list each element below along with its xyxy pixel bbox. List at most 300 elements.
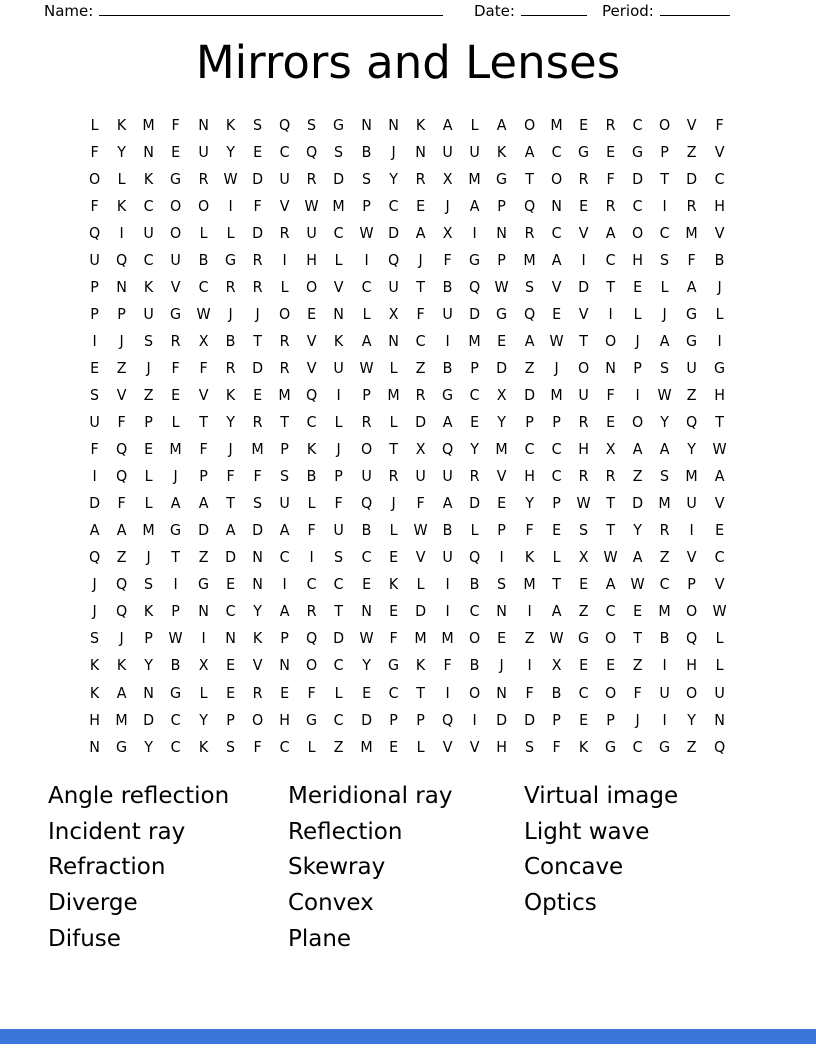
grid-cell: F <box>307 683 316 702</box>
grid-cell: P <box>90 277 99 296</box>
grid-cell: R <box>524 223 535 242</box>
grid-cell: T <box>253 331 262 350</box>
grid-cell: B <box>361 142 372 161</box>
grid-cell: F <box>199 440 208 459</box>
grid-cell: A <box>497 115 507 134</box>
grid-cell: J <box>173 467 179 486</box>
grid-cell: D <box>333 629 345 648</box>
grid-cell: C <box>333 575 344 594</box>
grid-cell: J <box>92 602 97 621</box>
grid-cell: P <box>280 440 289 459</box>
grid-cell: C <box>361 548 372 567</box>
grid-cell: P <box>524 413 534 432</box>
grid-cell: L <box>144 467 153 486</box>
grid-cell: W <box>413 521 428 540</box>
grid-cell: I <box>608 304 613 323</box>
grid-cell: M <box>359 737 373 756</box>
letter-grid <box>81 111 733 760</box>
grid-cell: E <box>388 548 398 567</box>
grid-cell: Q <box>686 629 698 648</box>
grid-cell: H <box>686 656 698 675</box>
grid-cell: Q <box>441 440 454 459</box>
grid-cell: D <box>387 223 399 242</box>
grid-cell: E <box>578 710 588 729</box>
grid-cell: Y <box>470 440 480 459</box>
grid-cell: N <box>605 358 616 377</box>
grid-cell: Z <box>198 548 209 567</box>
grid-cell: V <box>714 575 725 594</box>
grid-cell: Q <box>387 250 399 269</box>
grid-cell: F <box>171 115 181 134</box>
grid-cell: F <box>443 250 452 269</box>
grid-cell: X <box>198 656 209 675</box>
grid-cell: G <box>387 656 399 675</box>
grid-cell: I <box>92 467 97 486</box>
grid-cell: L <box>172 413 181 432</box>
grid-cell: D <box>197 521 209 540</box>
grid-cell: J <box>445 196 450 215</box>
grid-cell: C <box>659 575 670 594</box>
grid-cell: A <box>116 683 127 702</box>
grid-cell: A <box>225 521 236 540</box>
grid-cell: T <box>416 683 425 702</box>
grid-cell: P <box>90 304 99 323</box>
grid-cell: J <box>228 440 233 459</box>
grid-cell: D <box>252 358 264 377</box>
grid-cell: K <box>524 548 534 567</box>
grid-cell: K <box>198 737 208 756</box>
grid-cell: I <box>92 331 97 350</box>
word-list <box>0 779 816 959</box>
grid-cell: Z <box>687 142 697 161</box>
grid-cell: D <box>252 169 264 188</box>
grid-cell: V <box>306 358 317 377</box>
grid-cell: T <box>633 629 643 648</box>
grid-cell: P <box>171 602 181 621</box>
grid-cell: R <box>279 358 290 377</box>
grid-cell: U <box>442 467 453 486</box>
grid-cell: C <box>632 737 643 756</box>
grid-cell: E <box>253 142 263 161</box>
grid-cell: O <box>604 683 617 702</box>
grid-cell: E <box>253 385 263 404</box>
grid-cell: G <box>577 142 589 161</box>
grid-cell: F <box>416 494 425 513</box>
grid-cell: X <box>442 169 453 188</box>
grid-cell: C <box>333 223 344 242</box>
grid-cell: H <box>523 467 535 486</box>
grid-cell: Y <box>361 656 371 675</box>
grid-cell: T <box>660 169 670 188</box>
grid-cell: G <box>605 737 617 756</box>
grid-cell: G <box>306 710 318 729</box>
grid-cell: B <box>469 575 480 594</box>
grid-cell: Z <box>687 385 697 404</box>
grid-cell: I <box>228 196 233 215</box>
grid-cell: T <box>551 575 561 594</box>
grid-cell: E <box>633 277 643 296</box>
date-label: Date: <box>474 2 515 20</box>
grid-cell: I <box>364 250 369 269</box>
grid-cell: F <box>416 304 425 323</box>
grid-cell: N <box>360 602 372 621</box>
grid-cell: D <box>252 521 264 540</box>
grid-cell: O <box>170 196 182 215</box>
grid-cell: Y <box>524 494 534 513</box>
grid-cell: E <box>171 142 181 161</box>
grid-cell: C <box>361 277 372 296</box>
grid-cell: D <box>523 385 535 404</box>
grid-cell: A <box>442 115 453 134</box>
grid-cell: A <box>279 602 290 621</box>
grid-cell: F <box>443 656 452 675</box>
grid-cell: S <box>578 521 588 540</box>
grid-cell: Q <box>686 413 698 432</box>
grid-cell: I <box>662 710 667 729</box>
grid-cell: V <box>687 115 697 134</box>
grid-cell: Q <box>116 250 128 269</box>
grid-cell: J <box>554 358 559 377</box>
grid-cell: I <box>662 656 667 675</box>
grid-cell: E <box>388 737 398 756</box>
grid-cell: K <box>117 196 127 215</box>
grid-cell: E <box>144 440 154 459</box>
grid-cell: C <box>469 602 480 621</box>
grid-cell: K <box>144 169 154 188</box>
grid-cell: A <box>659 440 670 459</box>
grid-cell: V <box>714 223 725 242</box>
grid-cell: A <box>687 277 697 296</box>
grid-cell: Q <box>713 737 725 756</box>
grid-cell: N <box>387 331 399 350</box>
grid-cell: F <box>199 358 208 377</box>
grid-cell: X <box>415 440 426 459</box>
grid-cell: L <box>335 250 343 269</box>
grid-cell: I <box>662 196 667 215</box>
grid-cell: Z <box>415 358 426 377</box>
grid-cell: U <box>442 142 453 161</box>
grid-cell: W <box>630 575 645 594</box>
grid-cell: R <box>252 683 263 702</box>
word-list-item: Diverge <box>48 890 138 917</box>
grid-cell: E <box>497 331 507 350</box>
grid-cell: C <box>714 169 725 188</box>
grid-cell: I <box>282 250 287 269</box>
grid-cell: U <box>279 169 290 188</box>
header <box>0 1 816 23</box>
grid-cell: S <box>660 467 670 486</box>
grid-cell: M <box>522 575 536 594</box>
grid-cell: A <box>89 521 100 540</box>
grid-cell: J <box>418 250 423 269</box>
word-list-item: Optics <box>524 890 597 917</box>
grid-cell: D <box>469 494 481 513</box>
grid-cell: C <box>279 737 290 756</box>
grid-cell: I <box>499 548 505 567</box>
grid-cell: P <box>416 710 425 729</box>
grid-cell: K <box>89 683 100 702</box>
grid-cell: N <box>252 575 263 594</box>
grid-cell: W <box>603 548 618 567</box>
grid-cell: P <box>551 494 561 513</box>
grid-cell: L <box>144 494 153 513</box>
grid-cell: P <box>388 710 398 729</box>
grid-cell: S <box>660 358 670 377</box>
grid-cell: X <box>551 656 562 675</box>
grid-cell: L <box>660 277 669 296</box>
grid-cell: C <box>333 656 344 675</box>
grid-cell: E <box>578 656 588 675</box>
grid-cell: G <box>469 250 481 269</box>
grid-cell: C <box>605 602 616 621</box>
grid-cell: P <box>606 710 615 729</box>
grid-cell: F <box>253 196 262 215</box>
grid-cell: F <box>307 521 316 540</box>
grid-cell: N <box>89 737 100 756</box>
grid-cell: E <box>578 196 588 215</box>
grid-cell: V <box>171 277 181 296</box>
grid-cell: I <box>526 656 532 675</box>
grid-cell: E <box>606 413 616 432</box>
grid-cell: T <box>334 602 344 621</box>
grid-cell: A <box>524 142 534 161</box>
grid-cell: X <box>497 385 507 404</box>
grid-cell: Z <box>144 385 154 404</box>
grid-cell: U <box>143 223 155 242</box>
grid-cell: Z <box>578 602 589 621</box>
grid-cell: U <box>333 521 345 540</box>
grid-cell: E <box>497 629 507 648</box>
grid-cell: O <box>550 169 562 188</box>
grid-cell: Q <box>306 385 318 404</box>
grid-cell: C <box>551 467 562 486</box>
grid-cell: W <box>712 440 727 459</box>
grid-cell: E <box>714 521 724 540</box>
grid-cell: B <box>551 683 562 702</box>
period-field <box>602 1 730 20</box>
grid-cell: G <box>116 737 128 756</box>
grid-cell: J <box>146 548 151 567</box>
grid-cell: Z <box>524 358 534 377</box>
grid-cell: J <box>391 494 396 513</box>
grid-cell: B <box>171 656 181 675</box>
grid-cell: I <box>336 385 342 404</box>
grid-cell: O <box>469 629 481 648</box>
grid-cell: N <box>116 277 128 296</box>
grid-cell: B <box>442 358 453 377</box>
word-list-item: Light wave <box>524 818 650 845</box>
grid-cell: S <box>307 115 317 134</box>
grid-cell: C <box>415 331 426 350</box>
grid-cell: G <box>170 169 182 188</box>
grid-cell: W <box>549 331 564 350</box>
grid-cell: V <box>279 196 290 215</box>
grid-cell: S <box>660 250 670 269</box>
grid-cell: L <box>362 304 371 323</box>
grid-cell: Y <box>144 656 154 675</box>
grid-cell: N <box>143 142 155 161</box>
grid-cell: D <box>333 169 345 188</box>
grid-cell: K <box>334 331 344 350</box>
grid-cell: S <box>280 467 290 486</box>
grid-cell: F <box>253 467 262 486</box>
word-list-item: Plane <box>288 925 352 952</box>
grid-cell: C <box>279 548 290 567</box>
grid-cell: C <box>551 142 562 161</box>
grid-cell: P <box>226 710 235 729</box>
grid-cell: D <box>224 548 236 567</box>
grid-cell: S <box>225 737 235 756</box>
grid-cell: A <box>442 413 453 432</box>
grid-cell: O <box>306 656 318 675</box>
grid-cell: H <box>279 710 291 729</box>
grid-cell: D <box>89 494 101 513</box>
word-list-item: Convex <box>288 890 374 917</box>
grid-cell: Y <box>660 413 670 432</box>
grid-cell: C <box>551 223 562 242</box>
grid-cell: Q <box>116 602 128 621</box>
grid-cell: H <box>632 250 644 269</box>
grid-cell: E <box>225 683 235 702</box>
grid-cell: O <box>523 115 535 134</box>
grid-cell: R <box>361 413 372 432</box>
grid-cell: C <box>469 385 480 404</box>
grid-cell: C <box>171 710 182 729</box>
grid-cell: Z <box>687 737 697 756</box>
grid-cell: R <box>252 250 263 269</box>
grid-cell: C <box>388 196 399 215</box>
grid-cell: O <box>88 169 101 188</box>
grid-cell: N <box>279 656 291 675</box>
grid-cell: B <box>442 521 453 540</box>
grid-cell: A <box>605 223 616 242</box>
grid-cell: U <box>388 277 399 296</box>
grid-cell: A <box>171 494 181 513</box>
grid-cell: V <box>578 223 589 242</box>
grid-cell: J <box>635 331 640 350</box>
grid-cell: X <box>605 440 616 459</box>
grid-cell: G <box>197 575 209 594</box>
grid-cell: J <box>717 277 722 296</box>
grid-cell: K <box>388 575 398 594</box>
grid-cell: E <box>225 656 235 675</box>
grid-cell: F <box>90 142 99 161</box>
grid-cell: K <box>144 602 154 621</box>
grid-cell: F <box>715 115 724 134</box>
grid-cell: U <box>686 494 698 513</box>
grid-cell: C <box>333 710 344 729</box>
grid-cell: O <box>686 602 698 621</box>
grid-cell: U <box>143 304 155 323</box>
grid-cell: O <box>469 683 481 702</box>
grid-cell: L <box>715 304 724 323</box>
grid-cell: K <box>415 656 426 675</box>
grid-cell: Y <box>687 440 697 459</box>
word-list-item: Refraction <box>48 854 166 881</box>
grid-cell: Q <box>441 710 454 729</box>
grid-cell: G <box>496 304 508 323</box>
grid-cell: U <box>686 358 698 377</box>
grid-cell: T <box>606 494 615 513</box>
word-list-item: Virtual image <box>524 783 679 809</box>
grid-cell: Q <box>116 440 128 459</box>
grid-cell: J <box>228 304 233 323</box>
grid-cell: K <box>578 737 589 756</box>
grid-cell: E <box>633 602 643 621</box>
grid-cell: J <box>92 575 97 594</box>
grid-cell: O <box>170 223 182 242</box>
grid-cell: G <box>170 521 182 540</box>
grid-cell: A <box>632 440 643 459</box>
grid-cell: P <box>144 629 154 648</box>
grid-cell: K <box>252 629 263 648</box>
grid-cell: N <box>496 602 508 621</box>
grid-cell: C <box>143 250 154 269</box>
grid-cell: E <box>497 494 507 513</box>
grid-cell: J <box>119 629 124 648</box>
grid-cell: W <box>359 358 374 377</box>
grid-cell: O <box>659 115 671 134</box>
word-column-3 <box>524 779 678 922</box>
grid-cell: J <box>635 710 640 729</box>
grid-cell: Y <box>253 602 262 621</box>
grid-cell: S <box>144 575 154 594</box>
grid-cell: D <box>577 277 589 296</box>
grid-cell: O <box>360 440 372 459</box>
grid-cell: Z <box>659 548 670 567</box>
grid-cell: C <box>605 250 616 269</box>
grid-cell: C <box>524 440 535 459</box>
grid-cell: W <box>359 223 374 242</box>
grid-cell: L <box>307 494 316 513</box>
grid-cell: B <box>714 250 725 269</box>
date-field <box>474 1 587 20</box>
grid-cell: M <box>115 710 128 729</box>
grid-cell: R <box>578 467 589 486</box>
grid-cell: Q <box>306 629 318 648</box>
grid-cell: A <box>361 331 372 350</box>
grid-cell: Z <box>334 737 344 756</box>
word-list-item: Meridional ray <box>288 783 453 809</box>
grid-cell: Y <box>687 710 697 729</box>
grid-cell: F <box>171 358 181 377</box>
grid-cell: U <box>442 548 453 567</box>
grid-cell: C <box>659 223 670 242</box>
grid-cell: E <box>606 656 616 675</box>
grid-cell: F <box>687 250 697 269</box>
grid-cell: Z <box>632 656 643 675</box>
grid-cell: S <box>361 169 371 188</box>
grid-cell: F <box>90 196 99 215</box>
grid-cell: I <box>201 629 206 648</box>
grid-cell: T <box>416 277 425 296</box>
grid-cell: L <box>335 413 343 432</box>
grid-cell: C <box>198 277 209 296</box>
grid-cell: L <box>633 304 642 323</box>
grid-cell: B <box>469 656 480 675</box>
grid-cell: W <box>359 629 374 648</box>
grid-cell: C <box>551 440 562 459</box>
grid-cell: P <box>497 521 507 540</box>
grid-cell: V <box>497 467 507 486</box>
grid-cell: L <box>552 548 561 567</box>
grid-cell: O <box>577 358 589 377</box>
grid-cell: C <box>388 683 399 702</box>
grid-cell: H <box>306 250 318 269</box>
grid-cell: L <box>117 169 126 188</box>
grid-cell: B <box>198 250 209 269</box>
grid-cell: I <box>445 602 450 621</box>
